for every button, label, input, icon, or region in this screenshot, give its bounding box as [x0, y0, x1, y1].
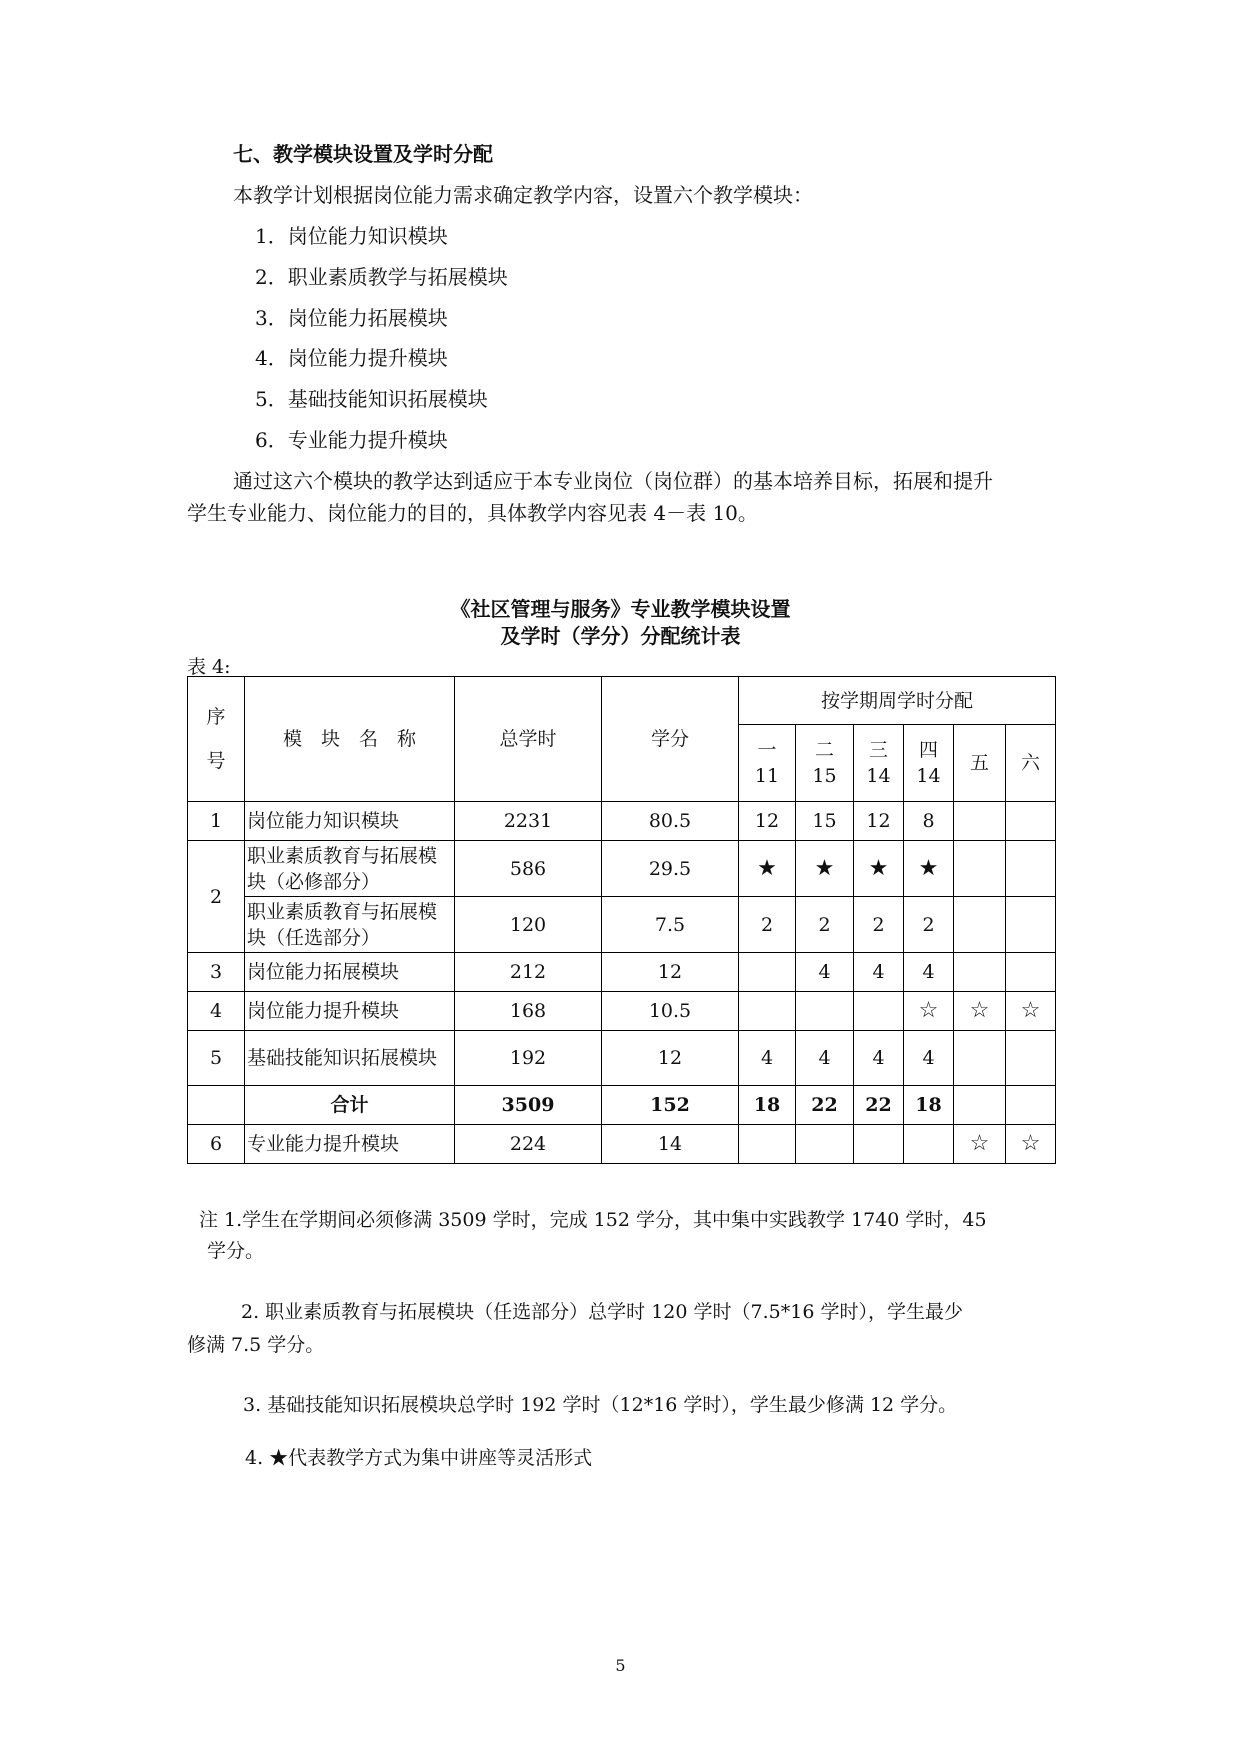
- row-credits: 10.5: [602, 992, 739, 1031]
- module-list-item-3: 3．岗位能力拓展模块: [255, 306, 448, 330]
- row-s2: 4: [796, 953, 854, 992]
- table-title-line-2: 及学时（学分）分配统计表: [500, 624, 741, 648]
- note-1-line-2: 学分。: [207, 1240, 265, 1262]
- header-module-name: 模 块 名 称: [245, 677, 455, 802]
- row-credits: 14: [602, 1125, 739, 1164]
- module-allocation-table: [187, 676, 1056, 1164]
- row-hours: 212: [455, 953, 602, 992]
- header-semester-2: 二 15: [796, 725, 854, 802]
- row-s1: [739, 992, 796, 1031]
- table-label: 表 4:: [187, 656, 231, 678]
- star-solid-icon: ★: [854, 841, 904, 897]
- row-hours: 586: [455, 841, 602, 897]
- row-s4: 8: [904, 802, 954, 841]
- table-row: [188, 841, 1056, 897]
- row-credits: 29.5: [602, 841, 739, 897]
- table-row: [188, 897, 1056, 953]
- table-title-line-1: 《社区管理与服务》专业教学模块设置: [450, 597, 791, 621]
- intro-paragraph: 本教学计划根据岗位能力需求确定教学内容，设置六个教学模块：: [233, 183, 813, 207]
- total-hours: 3509: [455, 1086, 602, 1125]
- row-s5: [954, 1031, 1006, 1086]
- row-seq: 5: [188, 1031, 245, 1086]
- total-s2: 22: [796, 1086, 854, 1125]
- total-s5: [954, 1086, 1006, 1125]
- note-4: 4. ★代表教学方式为集中讲座等灵活形式: [245, 1447, 593, 1469]
- row-credits: 7.5: [602, 897, 739, 953]
- page-number: 5: [615, 1656, 626, 1675]
- row-credits: 80.5: [602, 802, 739, 841]
- row-s5: [954, 802, 1006, 841]
- row-seq: 6: [188, 1125, 245, 1164]
- row-credits: 12: [602, 1031, 739, 1086]
- header-total-hours: 总学时: [455, 677, 602, 802]
- row-s3: [854, 992, 904, 1031]
- header-semester-group: 按学期周学时分配: [739, 677, 1056, 725]
- row-module-name: 岗位能力拓展模块: [245, 953, 455, 992]
- row-s5: [954, 953, 1006, 992]
- star-outline-icon: ☆: [904, 992, 954, 1031]
- header-seq: 序 号: [188, 677, 245, 802]
- row-s2: [796, 992, 854, 1031]
- total-credits: 152: [602, 1086, 739, 1125]
- row-s4: 4: [904, 953, 954, 992]
- row-hours: 120: [455, 897, 602, 953]
- row-module-name: 岗位能力知识模块: [245, 802, 455, 841]
- module-list-item-1: 1．岗位能力知识模块: [255, 224, 448, 248]
- header-semester-3: 三 14: [854, 725, 904, 802]
- row-s6: [1006, 897, 1056, 953]
- star-solid-icon: ★: [904, 841, 954, 897]
- module-list-item-5: 5．基础技能知识拓展模块: [255, 387, 488, 411]
- row-seq: 4: [188, 992, 245, 1031]
- row-s1: [739, 953, 796, 992]
- row-s4: 4: [904, 1031, 954, 1086]
- row-module-name: 基础技能知识拓展模块: [245, 1031, 455, 1086]
- header-semester-5: 五: [954, 725, 1006, 802]
- row-seq: 3: [188, 953, 245, 992]
- table-row: [188, 992, 1056, 1031]
- table-row: [188, 953, 1056, 992]
- header-credits: 学分: [602, 677, 739, 802]
- module-list-item-2: 2．职业素质教学与拓展模块: [255, 265, 508, 289]
- row-module-name: 职业素质教育与拓展模块（任选部分）: [245, 897, 455, 953]
- table-row: [188, 1125, 1056, 1164]
- row-s4: 2: [904, 897, 954, 953]
- table-total-row: [188, 1086, 1056, 1125]
- star-solid-icon: ★: [796, 841, 854, 897]
- note-2-line-2: 修满 7.5 学分。: [187, 1334, 325, 1356]
- row-s3: [854, 1125, 904, 1164]
- row-s3: 12: [854, 802, 904, 841]
- row-s6: [1006, 841, 1056, 897]
- note-3: 3. 基础技能知识拓展模块总学时 192 学时（12*16 学时），学生最少修满 12 学分。: [243, 1394, 958, 1416]
- row-s5: [954, 841, 1006, 897]
- row-module-name: 专业能力提升模块: [245, 1125, 455, 1164]
- row-hours: 2231: [455, 802, 602, 841]
- row-seq: 2: [188, 841, 245, 953]
- total-s3: 22: [854, 1086, 904, 1125]
- star-outline-icon: ☆: [1006, 1125, 1056, 1164]
- row-s6: [1006, 802, 1056, 841]
- row-s2: 15: [796, 802, 854, 841]
- note-2-line-1: 2. 职业素质教育与拓展模块（任选部分）总学时 120 学时（7.5*16 学时），学生最少: [241, 1301, 963, 1323]
- row-module-name: 职业素质教育与拓展模块（必修部分）: [245, 841, 455, 897]
- header-semester-6: 六: [1006, 725, 1056, 802]
- summary-line-2: 学生专业能力、岗位能力的目的，具体教学内容见表 4－表 10。: [187, 501, 758, 525]
- row-s1: 12: [739, 802, 796, 841]
- summary-line-1: 通过这六个模块的教学达到适应于本专业岗位（岗位群）的基本培养目标，拓展和提升: [233, 469, 993, 493]
- row-hours: 192: [455, 1031, 602, 1086]
- section-heading: 七、教学模块设置及学时分配: [233, 142, 493, 166]
- row-s2: 4: [796, 1031, 854, 1086]
- module-list-item-6: 6．专业能力提升模块: [255, 428, 448, 452]
- row-s2: [796, 1125, 854, 1164]
- star-solid-icon: ★: [739, 841, 796, 897]
- row-hours: 224: [455, 1125, 602, 1164]
- total-label: 合计: [245, 1086, 455, 1125]
- table-row: [188, 1031, 1056, 1086]
- row-s1: 2: [739, 897, 796, 953]
- row-s5: [954, 897, 1006, 953]
- row-s3: 4: [854, 953, 904, 992]
- header-semester-1: 一 11: [739, 725, 796, 802]
- total-s4: 18: [904, 1086, 954, 1125]
- row-s1: [739, 1125, 796, 1164]
- row-credits: 12: [602, 953, 739, 992]
- total-s6: [1006, 1086, 1056, 1125]
- note-1-line-1: 注 1.学生在学期间必须修满 3509 学时，完成 152 学分，其中集中实践教学 1740 学时，45: [199, 1209, 987, 1231]
- total-seq: [188, 1086, 245, 1125]
- row-s3: 4: [854, 1031, 904, 1086]
- star-outline-icon: ☆: [954, 992, 1006, 1031]
- row-s2: 2: [796, 897, 854, 953]
- total-s1: 18: [739, 1086, 796, 1125]
- row-hours: 168: [455, 992, 602, 1031]
- star-outline-icon: ☆: [1006, 992, 1056, 1031]
- row-s6: [1006, 953, 1056, 992]
- row-s6: [1006, 1031, 1056, 1086]
- row-s3: 2: [854, 897, 904, 953]
- table-row: [188, 802, 1056, 841]
- star-outline-icon: ☆: [954, 1125, 1006, 1164]
- row-s1: 4: [739, 1031, 796, 1086]
- module-list-item-4: 4．岗位能力提升模块: [255, 346, 448, 370]
- row-module-name: 岗位能力提升模块: [245, 992, 455, 1031]
- row-seq: 1: [188, 802, 245, 841]
- row-s4: [904, 1125, 954, 1164]
- header-semester-4: 四 14: [904, 725, 954, 802]
